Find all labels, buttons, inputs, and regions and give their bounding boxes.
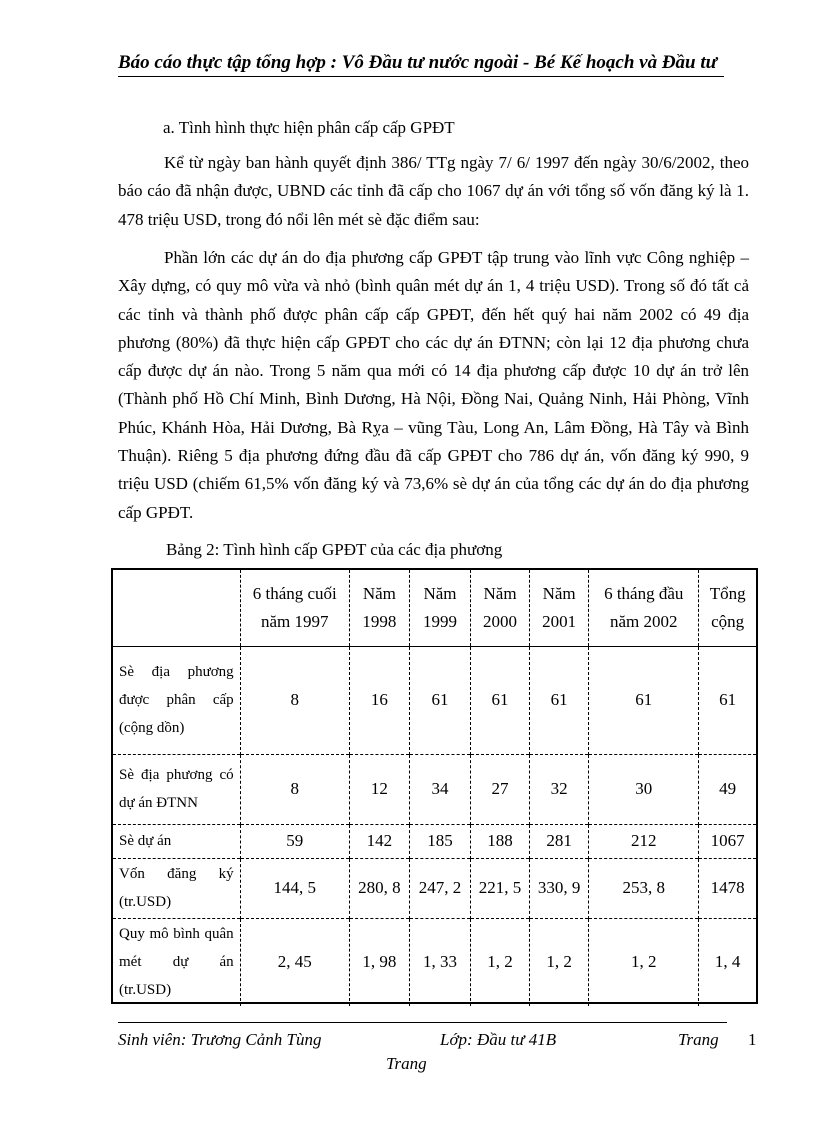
table-cell: 30: [589, 754, 699, 824]
paragraph-1: Kể từ ngày ban hành quyết định 386/ TTg ngày 7/ 6/ 1997 đến ngày 30/6/2002, theo báo cáo đã nhận được, UBND các tỉnh đã cấp cho 1067 dự án với tổng số vốn đăng ký là 1. 478 triệu USD, trong đó nổi lên mét sè đặc điểm sau:: [118, 153, 749, 229]
table-cell: 281: [530, 824, 589, 858]
table-cell: 1, 2: [530, 918, 589, 1006]
table-cell: 61: [409, 646, 470, 754]
table-cell: 16: [349, 646, 409, 754]
table-caption: Bảng 2: Tình hình cấp GPĐT của các địa phương: [166, 540, 503, 559]
paragraph-2: Phần lớn các dự án do địa phương cấp GPĐT tập trung vào lĩnh vực Công nghiệp – Xây dựng, có quy mô vừa và nhỏ (bình quân mét dự án 1, 4 triệu USD). Trong số đó tất cả các tỉnh và thành phố được phân cấp cấp GPĐT, đến hết quý hai năm 2002 có 49 địa phương (80%) đã thực hiện cấp GPĐT cho các dự án ĐTNN; còn lại 12 địa phương chưa cấp được dự án nào. Trong 5 năm qua mới có 14 địa phương cấp được 10 dự án trở lên (Thành phố Hồ Chí Minh, Bình Dương, Hà Nội, Đồng Nai, Quảng Ninh, Hải Phòng, Vĩnh Phúc, Khánh Hòa, Hải Dương, Bà Rỵa – vũng Tàu, Long An, Lâm Đồng, Hà Tây và Bình Thuận). Riêng 5 địa phương đứng đầu đã cấp GPĐT cho 786 dự án, vốn đăng ký 990, 9 triệu USD (chiếm 61,5% vốn đăng ký và 73,6% sè dự án của tổng các dự án do địa phương cấp GPĐT.: [118, 248, 749, 522]
table-cell: 144, 5: [240, 858, 349, 918]
table-cell: 221, 5: [471, 858, 530, 918]
table-cell: 61: [471, 646, 530, 754]
table-cell: 1, 2: [589, 918, 699, 1006]
footer-page-number: 1: [748, 1030, 757, 1049]
table-cell: 61: [699, 646, 756, 754]
footer-page-label: Trang: [678, 1030, 719, 1049]
table-cell: 8: [240, 754, 349, 824]
data-table-frame: [111, 568, 758, 1004]
table-cell: 61: [589, 646, 699, 754]
section-title: a. Tình hình thực hiện phân cấp cấp GPĐT: [163, 118, 455, 137]
row-label: Sè địa phương được phân cấp (cộng dồn): [119, 664, 234, 736]
table-cell: 247, 2: [409, 858, 470, 918]
row-label: Sè dự án: [113, 824, 240, 858]
table-cell: 212: [589, 824, 699, 858]
table-row: [113, 858, 756, 918]
table-cell: 12: [349, 754, 409, 824]
header-cell-1999: Năm 1999: [409, 570, 470, 646]
header-cell-2001: Năm 2001: [530, 570, 589, 646]
footer-class: Lớp: Đầu tư 41B: [440, 1030, 557, 1049]
footer-rule: [118, 1022, 727, 1023]
header-cell-total: Tổng cộng: [699, 570, 756, 646]
table-row: [113, 918, 756, 1006]
table-cell: 34: [409, 754, 470, 824]
table-header-row: [113, 570, 756, 646]
table-cell: 59: [240, 824, 349, 858]
table-cell: 330, 9: [530, 858, 589, 918]
data-table: [113, 570, 756, 1006]
table-cell: 1478: [699, 858, 756, 918]
document-header: Báo cáo thực tập tổng hợp : Vô Đầu tư nước ngoài - Bé Kế hoạch và Đầu tư: [118, 52, 718, 73]
row-label: Sè địa phương có dự án ĐTNN: [113, 754, 240, 824]
table-cell: 61: [530, 646, 589, 754]
header-rule: [118, 76, 724, 77]
header-cell-2002: 6 tháng đầu năm 2002: [589, 570, 699, 646]
table-cell: 1, 2: [471, 918, 530, 1006]
table-cell: 32: [530, 754, 589, 824]
footer-student: Sinh viên: Trương Cảnh Tùng: [118, 1030, 322, 1049]
table-cell: 49: [699, 754, 756, 824]
table-row: [113, 824, 756, 858]
table-cell: 27: [471, 754, 530, 824]
table-cell: 2, 45: [240, 918, 349, 1006]
table-cell: 253, 8: [589, 858, 699, 918]
header-cell-2000: Năm 2000: [471, 570, 530, 646]
table-cell: 1, 98: [349, 918, 409, 1006]
footer-page-label-2: Trang: [386, 1054, 427, 1073]
table-cell: 8: [240, 646, 349, 754]
header-cell-empty: [113, 570, 240, 646]
table-cell: 1, 4: [699, 918, 756, 1006]
row-label: Vốn đăng ký (tr.USD): [113, 858, 240, 918]
table-cell: 280, 8: [349, 858, 409, 918]
row-label: Quy mô bình quân mét dự án (tr.USD): [113, 918, 240, 1006]
table-cell: 188: [471, 824, 530, 858]
table-row: [113, 646, 756, 754]
header-cell-1997: 6 tháng cuối năm 1997: [240, 570, 349, 646]
table-cell: 1067: [699, 824, 756, 858]
table-cell: 1, 33: [409, 918, 470, 1006]
table-cell: 185: [409, 824, 470, 858]
header-cell-1998: Năm 1998: [349, 570, 409, 646]
table-row: [113, 754, 756, 824]
table-cell: 142: [349, 824, 409, 858]
